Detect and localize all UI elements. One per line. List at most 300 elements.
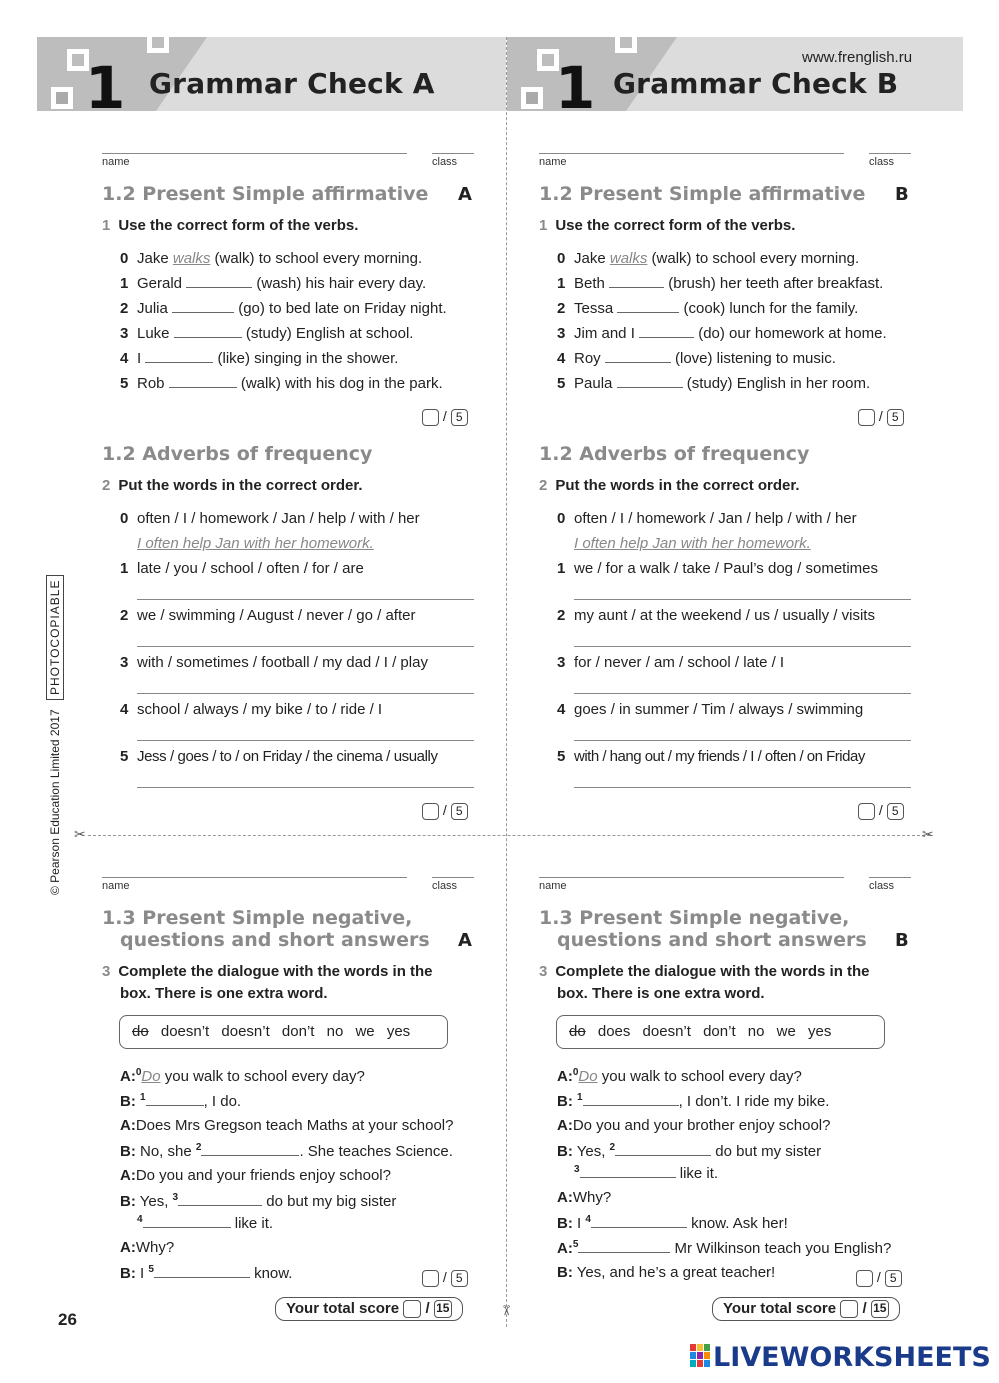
list-item	[557, 607, 875, 624]
answer-blank[interactable]	[605, 350, 671, 363]
item-text: (walk) to school every morning.	[647, 250, 860, 267]
answer-line[interactable]	[574, 646, 911, 647]
unit-number: 1	[85, 54, 126, 111]
score-max: 5	[451, 1270, 468, 1287]
item-number: 1	[120, 275, 129, 292]
banner-b	[507, 37, 963, 111]
item-number: 0	[120, 250, 129, 267]
name-line[interactable]	[102, 153, 407, 154]
speaker: B:	[557, 1264, 573, 1281]
score-max: 5	[887, 803, 904, 820]
list-item	[120, 607, 415, 624]
score-max: 15	[871, 1300, 889, 1318]
dialogue-line	[557, 1092, 829, 1110]
total-label: Your total score	[286, 1300, 400, 1317]
list-item	[557, 275, 883, 292]
item-text: we / swimming / August / never / go / after	[137, 607, 416, 624]
gap-number: 1	[140, 1092, 146, 1103]
score-box[interactable]	[840, 1300, 858, 1318]
answer-blank[interactable]	[146, 1093, 204, 1106]
dialogue-line	[120, 1092, 241, 1110]
dialogue-line	[574, 1164, 718, 1182]
item-number: 0	[557, 510, 566, 527]
item-text: late / you / school / often / for / are	[137, 560, 364, 577]
item-number: 1	[557, 275, 566, 292]
answer-line[interactable]	[137, 787, 474, 788]
item-number: 3	[557, 325, 566, 342]
scissors-icon: ✂	[74, 826, 86, 842]
square-icon	[521, 87, 543, 109]
instruction-text: Use the correct form of the verbs.	[555, 217, 796, 234]
item-number: 4	[120, 350, 129, 367]
answer-blank[interactable]	[615, 1143, 711, 1156]
example-item	[557, 510, 857, 527]
item-text: often / I / homework / Jan / help / with / her	[574, 510, 857, 527]
answer-blank[interactable]	[609, 275, 664, 288]
section-heading: 1.2 Adverbs of frequency	[102, 443, 373, 465]
speaker: B:	[120, 1143, 136, 1160]
class-label: class	[432, 156, 458, 168]
answer-line[interactable]	[137, 740, 474, 741]
dialogue-line	[557, 1214, 788, 1232]
square-icon	[51, 87, 73, 109]
list-item	[557, 350, 836, 367]
speaker: B:	[120, 1093, 136, 1110]
item-text: goes / in summer / Tim / always / swimming	[574, 701, 864, 718]
box-words: does doesn’t don’t no we yes	[597, 1023, 832, 1040]
answer-line[interactable]	[574, 740, 911, 741]
dialogue-text: Do you and your brother enjoy school?	[572, 1117, 831, 1134]
example-item	[557, 250, 859, 267]
section-heading: 1.2 Present Simple affirmative	[102, 183, 429, 205]
example-answer: I often help Jan with her homework.	[574, 535, 811, 552]
score-max: 5	[887, 409, 904, 426]
answer-line[interactable]	[137, 693, 474, 694]
class-label: class	[432, 880, 458, 892]
answer-line[interactable]	[137, 646, 474, 647]
list-item	[120, 375, 443, 392]
gap-number: 5	[148, 1264, 154, 1275]
gap-number: 0	[572, 1067, 579, 1078]
item-number: 4	[120, 701, 129, 718]
instruction-text: Put the words in the correct order.	[555, 477, 800, 494]
answer-line[interactable]	[574, 693, 911, 694]
score-max: 5	[451, 803, 468, 820]
name-label: name	[102, 880, 130, 892]
score-slash: /	[442, 802, 447, 818]
example-answer: Do	[141, 1068, 161, 1085]
scissors-icon: ✂	[922, 826, 934, 842]
speaker: A:	[557, 1189, 573, 1206]
dialogue-line	[120, 1192, 396, 1210]
score-max: 15	[434, 1300, 452, 1318]
gap-number: 5	[572, 1239, 579, 1250]
dialogue-text: Mr Wilkinson teach you English?	[670, 1240, 892, 1257]
version-letter: B	[895, 184, 909, 205]
instruction: box. There is one extra word.	[120, 985, 328, 1002]
score-box[interactable]	[858, 409, 875, 426]
item-text: with / hang out / my friends / I / often / on Friday	[574, 748, 865, 765]
box-words: doesn’t doesn’t don’t no we yes	[160, 1023, 411, 1040]
item-text: (like) singing in the shower.	[213, 350, 399, 367]
item-number: 1	[120, 560, 129, 577]
dialogue-text: . She teaches Science.	[299, 1143, 453, 1160]
score-max: 5	[451, 409, 468, 426]
dialogue-line	[557, 1264, 775, 1281]
photocopiable-label: PHOTOCOPIABLE	[46, 575, 64, 700]
item-number: 0	[120, 510, 129, 527]
instruction	[102, 961, 433, 983]
dialogue-text: Yes,	[139, 1193, 173, 1210]
item-text: Julia	[137, 300, 173, 317]
list-item	[120, 701, 382, 718]
total-score	[275, 1297, 463, 1321]
instruction-number: 3	[539, 963, 548, 980]
dialogue-line	[137, 1214, 273, 1232]
item-text: (walk) with his dog in the park.	[236, 375, 443, 392]
dialogue-text: like it.	[675, 1165, 719, 1182]
gap-number: 0	[135, 1067, 142, 1078]
item-number: 3	[557, 654, 566, 671]
item-text: (wash) his hair every day.	[252, 275, 427, 292]
section-heading: 1.3 Present Simple negative,	[539, 907, 850, 929]
dialogue-text: I	[577, 1215, 586, 1232]
word-box	[556, 1015, 885, 1049]
score-slash: /	[425, 1300, 430, 1317]
class-line[interactable]	[869, 877, 911, 878]
dialogue-line	[120, 1067, 365, 1085]
dialogue-text: you walk to school every day?	[160, 1068, 365, 1085]
square-icon	[615, 37, 637, 53]
list-item	[120, 300, 447, 317]
speaker: A:	[120, 1167, 136, 1184]
instruction-text: Use the correct form of the verbs.	[118, 217, 359, 234]
instruction	[539, 475, 800, 497]
list-item	[557, 748, 865, 765]
speaker: B:	[557, 1143, 573, 1160]
instruction-number: 2	[539, 477, 548, 494]
score-slash: /	[878, 802, 883, 818]
page-title: Grammar Check B	[613, 67, 899, 100]
instruction-text: Complete the dialogue with the words in the	[118, 963, 433, 980]
liveworksheets-logo	[690, 1342, 991, 1373]
instruction: box. There is one extra word.	[557, 985, 765, 1002]
dialogue-text: Why?	[572, 1189, 612, 1206]
answer-blank[interactable]	[583, 1093, 679, 1106]
item-text: Paula	[574, 375, 617, 392]
speaker: B:	[120, 1265, 136, 1282]
gap-number: 2	[609, 1142, 616, 1153]
gap-number: 4	[585, 1214, 591, 1225]
name-line[interactable]	[102, 877, 407, 878]
item-number: 2	[120, 300, 129, 317]
class-line[interactable]	[432, 877, 474, 878]
example-item	[120, 250, 422, 267]
answer-blank[interactable]	[580, 1165, 676, 1178]
dialogue-text: I	[140, 1265, 149, 1282]
version-letter: A	[458, 184, 472, 205]
instruction-text: Complete the dialogue with the words in the	[555, 963, 870, 980]
list-item	[557, 325, 887, 342]
answer-blank[interactable]	[178, 1193, 262, 1206]
section-heading: 1.2 Present Simple affirmative	[539, 183, 866, 205]
list-item	[557, 300, 858, 317]
dialogue-text: Yes, and he’s a great teacher!	[576, 1264, 776, 1281]
dialogue-text: Do you and your friends enjoy school?	[135, 1167, 391, 1184]
name-label: name	[539, 156, 567, 168]
item-number: 5	[557, 375, 566, 392]
item-number: 2	[557, 300, 566, 317]
example-answer: walks	[172, 250, 211, 267]
instruction	[102, 475, 363, 497]
item-text: with / sometimes / football / my dad / I / play	[137, 654, 428, 671]
section-heading: questions and short answers	[120, 929, 430, 951]
score-max: 5	[885, 1270, 902, 1287]
section-score	[422, 1269, 468, 1287]
dialogue-line	[557, 1142, 821, 1160]
item-number: 1	[557, 560, 566, 577]
item-text: (cook) lunch for the family.	[679, 300, 859, 317]
gap-number: 3	[172, 1192, 179, 1203]
word-box	[119, 1015, 448, 1049]
copyright: © Pearson Education Limited 2017	[48, 709, 62, 895]
speaker: A:	[557, 1068, 573, 1085]
struck-word: do	[569, 1023, 586, 1040]
answer-line[interactable]	[574, 599, 911, 600]
banner-a	[37, 37, 506, 111]
cut-line-vertical	[506, 37, 507, 1327]
item-number: 2	[557, 607, 566, 624]
list-item	[120, 748, 438, 765]
dialogue-line	[120, 1117, 453, 1134]
speaker: A:	[120, 1068, 136, 1085]
example-answer: walks	[609, 250, 648, 267]
item-number: 5	[557, 748, 565, 765]
instruction-text: Put the words in the correct order.	[118, 477, 363, 494]
answer-blank[interactable]	[578, 1240, 670, 1253]
score-box[interactable]	[858, 803, 875, 820]
item-number: 5	[120, 375, 129, 392]
name-label: name	[539, 880, 567, 892]
answer-blank[interactable]	[617, 375, 683, 388]
speaker: A:	[120, 1117, 136, 1134]
square-icon	[147, 37, 169, 53]
gap-number: 2	[195, 1142, 202, 1153]
item-number: 3	[120, 325, 129, 342]
dialogue-text: do but my sister	[711, 1143, 822, 1160]
section-score	[858, 408, 904, 426]
answer-line[interactable]	[574, 787, 911, 788]
dialogue-text: , I do.	[203, 1093, 242, 1110]
scissors-icon: ✂	[498, 1304, 515, 1317]
item-number: 0	[557, 250, 566, 267]
instruction-number: 1	[539, 217, 548, 234]
answer-blank[interactable]	[143, 1215, 231, 1228]
item-text: Jake	[137, 250, 173, 267]
dialogue-text: know.	[249, 1265, 293, 1282]
item-text: Beth	[574, 275, 610, 292]
example-answer: I often help Jan with her homework.	[137, 535, 374, 552]
item-number: 3	[120, 654, 129, 671]
instruction-number: 2	[102, 477, 111, 494]
answer-blank[interactable]	[145, 350, 213, 363]
item-text: Jake	[574, 250, 610, 267]
gap-number: 1	[577, 1092, 583, 1103]
dialogue-line	[557, 1067, 802, 1085]
score-box[interactable]	[856, 1270, 873, 1287]
score-slash: /	[862, 1300, 867, 1317]
dialogue-line	[120, 1239, 174, 1256]
name-label: name	[102, 156, 130, 168]
instruction-number: 3	[102, 963, 111, 980]
list-item	[557, 375, 870, 392]
item-text: Jim and I	[574, 325, 640, 342]
item-text: Gerald	[137, 275, 187, 292]
gap-number: 4	[137, 1214, 143, 1225]
answer-blank[interactable]	[617, 300, 679, 313]
item-number: 5	[120, 748, 128, 765]
page-title: Grammar Check A	[149, 67, 435, 100]
list-item	[120, 560, 364, 577]
class-label: class	[869, 156, 895, 168]
list-item	[120, 350, 398, 367]
section-heading: 1.3 Present Simple negative,	[102, 907, 413, 929]
item-text: (study) English in her room.	[682, 375, 871, 392]
answer-blank[interactable]	[591, 1215, 687, 1228]
struck-word: do	[132, 1023, 149, 1040]
instruction	[102, 215, 358, 237]
brand-text: LIVEWORKSHEETS	[713, 1342, 991, 1373]
dialogue-text: Does Mrs Gregson teach Maths at your school?	[135, 1117, 454, 1134]
list-item	[120, 325, 413, 342]
speaker: B:	[557, 1215, 573, 1232]
list-item	[557, 654, 784, 671]
version-letter: A	[458, 930, 472, 951]
total-label: Your total score	[723, 1300, 837, 1317]
version-letter: B	[895, 930, 909, 951]
score-box[interactable]	[422, 1270, 439, 1287]
item-text: Rob	[137, 375, 169, 392]
dialogue-text: No, she	[140, 1143, 196, 1160]
score-box[interactable]	[422, 803, 439, 820]
dialogue-line	[120, 1167, 391, 1184]
item-text: (love) listening to music.	[670, 350, 836, 367]
score-slash: /	[442, 408, 447, 424]
dialogue-line	[557, 1189, 611, 1206]
item-text: (walk) to school every morning.	[210, 250, 423, 267]
score-slash: /	[876, 1269, 881, 1285]
dialogue-text: like it.	[230, 1215, 274, 1232]
item-text: Tessa	[574, 300, 618, 317]
speaker: B:	[557, 1093, 573, 1110]
example-answer: Do	[578, 1068, 598, 1085]
section-heading: questions and short answers	[557, 929, 867, 951]
score-box[interactable]	[403, 1300, 421, 1318]
item-text: we / for a walk / take / Paul’s dog / sometimes	[574, 560, 879, 577]
item-text: school / always / my bike / to / ride / I	[137, 701, 383, 718]
list-item	[557, 560, 878, 577]
answer-blank[interactable]	[174, 325, 242, 338]
list-item	[120, 654, 428, 671]
dialogue-text: know. Ask her!	[686, 1215, 788, 1232]
item-text: (go) to bed late on Friday night.	[234, 300, 447, 317]
item-text: Luke	[137, 325, 174, 342]
example-item	[120, 510, 420, 527]
item-number: 4	[557, 701, 566, 718]
instruction	[539, 215, 795, 237]
score-slash: /	[442, 1269, 447, 1285]
page-number: 26	[58, 1310, 77, 1329]
liveworksheets-icon	[690, 1344, 710, 1368]
item-text: (brush) her teeth after breakfast.	[664, 275, 884, 292]
site-url: www.frenglish.ru	[802, 49, 913, 66]
class-line[interactable]	[432, 153, 474, 154]
score-slash: /	[878, 408, 883, 424]
answer-blank[interactable]	[154, 1265, 250, 1278]
gap-number: 3	[574, 1164, 580, 1175]
class-label: class	[869, 880, 895, 892]
item-number: 4	[557, 350, 566, 367]
item-text: I	[137, 350, 146, 367]
section-score	[422, 802, 468, 820]
answer-blank[interactable]	[172, 300, 234, 313]
item-text: my aunt / at the weekend / us / usually / visits	[574, 607, 875, 624]
item-text: Roy	[574, 350, 605, 367]
dialogue-text: , I don’t. I ride my bike.	[678, 1093, 830, 1110]
section-heading: 1.2 Adverbs of frequency	[539, 443, 810, 465]
total-score	[712, 1297, 900, 1321]
instruction-number: 1	[102, 217, 111, 234]
name-line[interactable]	[539, 877, 844, 878]
answer-line[interactable]	[137, 599, 474, 600]
instruction	[539, 961, 870, 983]
item-number: 2	[120, 607, 129, 624]
item-text: Jess / goes / to / on Friday / the cinema / usually	[137, 748, 438, 765]
cut-line-horizontal	[88, 835, 930, 836]
speaker: B:	[120, 1193, 136, 1210]
speaker: A:	[120, 1239, 136, 1256]
list-item	[557, 701, 863, 718]
item-text: often / I / homework / Jan / help / with / her	[137, 510, 420, 527]
score-box[interactable]	[422, 409, 439, 426]
unit-number: 1	[555, 54, 596, 111]
copyright-vertical	[48, 575, 62, 895]
class-line[interactable]	[869, 153, 911, 154]
section-score	[856, 1269, 902, 1287]
dialogue-line	[557, 1117, 831, 1134]
dialogue-text: Why?	[135, 1239, 175, 1256]
dialogue-line	[557, 1239, 891, 1257]
dialogue-line	[120, 1264, 292, 1282]
answer-blank[interactable]	[169, 375, 237, 388]
name-line[interactable]	[539, 153, 844, 154]
speaker: A:	[557, 1240, 573, 1257]
item-text: for / never / am / school / late / I	[574, 654, 785, 671]
speaker: A:	[557, 1117, 573, 1134]
item-text: (study) English at school.	[241, 325, 414, 342]
section-score	[858, 802, 904, 820]
list-item	[120, 275, 426, 292]
dialogue-text: do but my big sister	[262, 1193, 397, 1210]
section-score	[422, 408, 468, 426]
answer-blank[interactable]	[201, 1143, 299, 1156]
dialogue-text: Yes,	[576, 1143, 610, 1160]
dialogue-line	[120, 1142, 453, 1160]
item-text: (do) our homework at home.	[694, 325, 887, 342]
answer-blank[interactable]	[186, 275, 252, 288]
dialogue-text: you walk to school every day?	[597, 1068, 802, 1085]
answer-blank[interactable]	[639, 325, 694, 338]
